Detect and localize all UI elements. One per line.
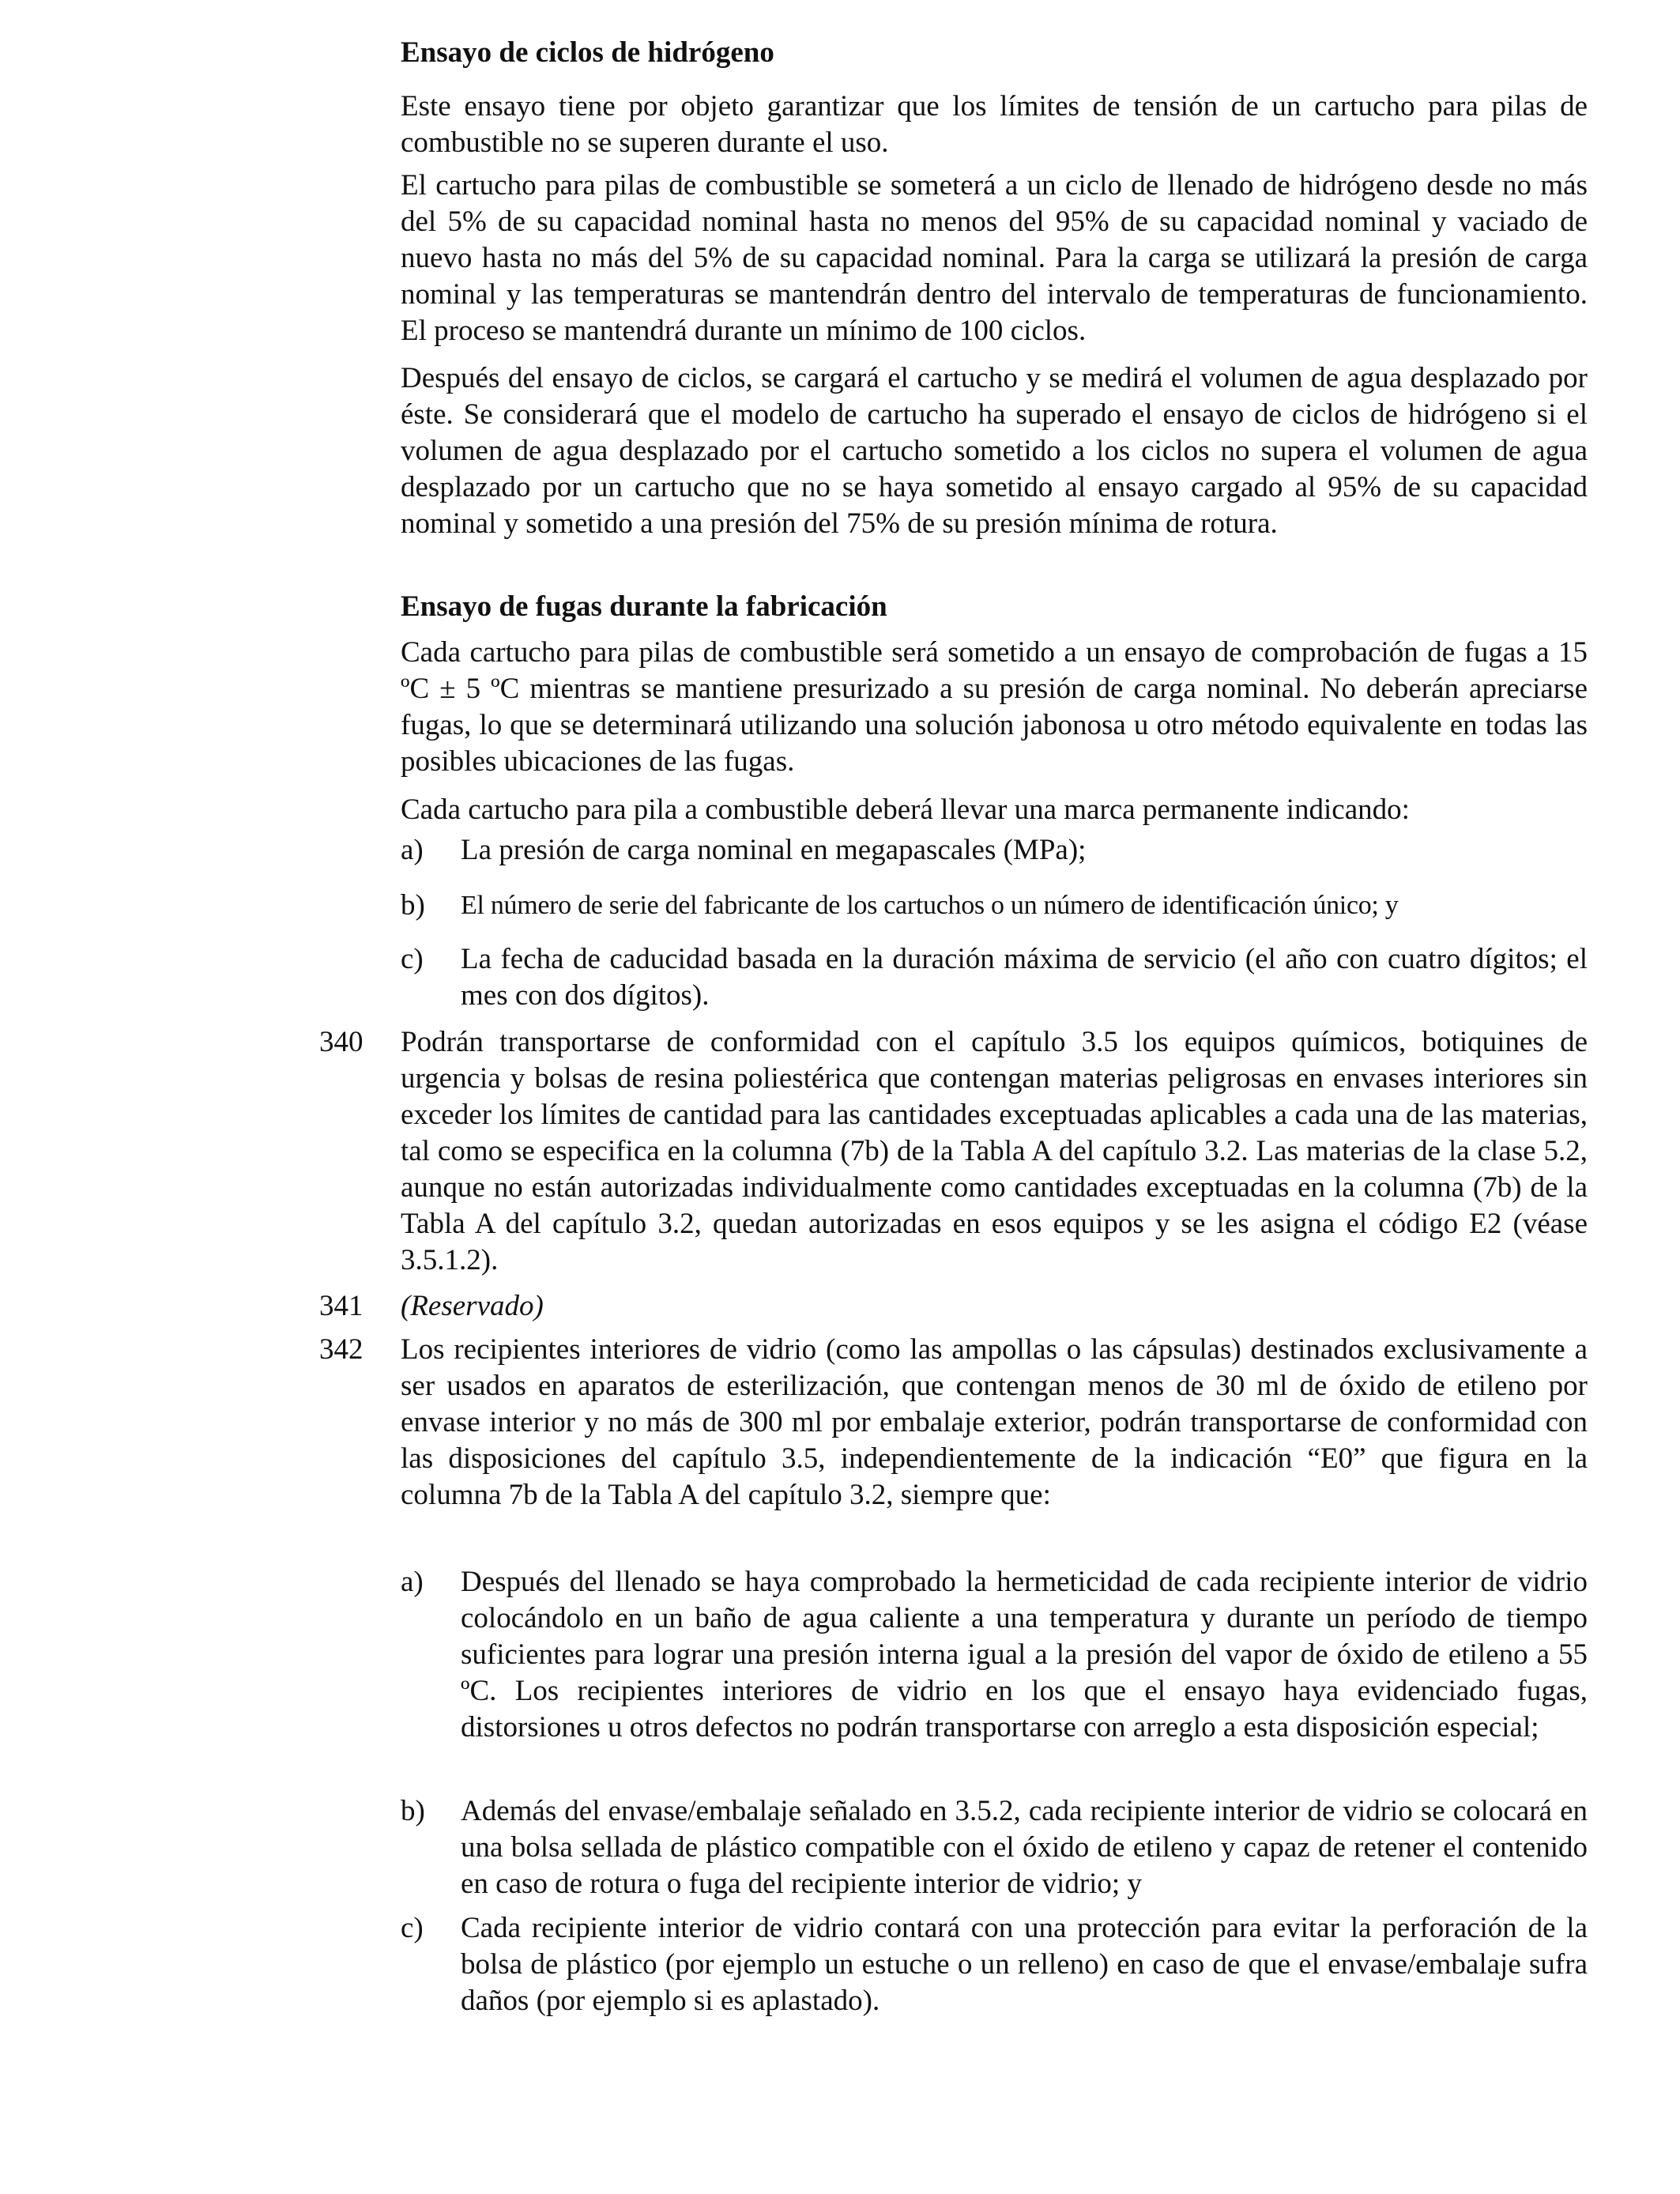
list-item-condition-a [401,1564,1588,1746]
paragraph-purpose: Este ensayo tiene por objeto garantizar que los límites de tensión de un cartucho para pilas de combustible no se superen durante el uso. [401,90,1588,159]
list-item-mark-c [401,941,1588,1014]
paragraph-permanent-mark: Cada cartucho para pila a combustible deberá llevar una marca permanente indicando: [401,794,1410,826]
list-item-text: Después del llenado se haya comprobado la hermeticidad de cada recipiente interior de vidrio colocándolo en un baño de agua caliente a una temperatura y durante un período de tiempo suficientes para lograr una presión interna igual a la presión del vapor de óxido de etileno a 55 ºC. Los recipientes interiores de vidrio en los que el ensayo haya evidenciado fugas, distorsiones u otros defectos no podrán transportarse con arreglo a esta disposición especial; [461,1566,1588,1744]
paragraph-after-cycles: Después del ensayo de ciclos, se cargará el cartucho y se medirá el volumen de agua desplazado por éste. Se considerará que el modelo de cartucho ha superado el ensayo de ciclos de hidrógeno si el volumen de agua desplazado por el cartucho sometido a los ciclos no supera el volumen de agua desplazado por un cartucho que no se haya sometido al ensayo cargado al 95% de su capacidad nominal y sometido a una presión del 75% de su presión mínima de rotura. [401,362,1588,540]
provision-number-340: 340 [319,1026,363,1058]
list-item-text: Además del envase/embalaje señalado en 3.5.2, cada recipiente interior de vidrio se colocará en una bolsa sellada de plástico compatible con el óxido de etileno y capaz de retener el contenido en caso de rotura o fuga del recipiente interior de vidrio; y [461,1795,1588,1900]
list-item-condition-c [401,1910,1588,2019]
list-item-condition-b [401,1793,1588,1902]
list-item-text: El número de serie del fabricante de los cartuchos o un número de identificación único; y [461,891,1399,920]
paragraph-leak-test: Cada cartucho para pilas de combustible será sometido a un ensayo de comprobación de fugas a 15 ºC ± 5 ºC mientras se mantiene presurizado a su presión de carga nominal. No deberán apreciarse fugas, lo que se determinará utilizando una solución jabonosa u otro método equivalente en todas las posibles ubicaciones de las fugas. [401,636,1588,778]
list-marker: a) [401,834,424,866]
provision-number-341: 341 [319,1290,363,1322]
list-marker: c) [401,943,424,975]
paragraph-filling-cycle: El cartucho para pilas de combustible se someterá a un ciclo de llenado de hidrógeno desde no más del 5% de su capacidad nominal hasta no menos del 95% de su capacidad nominal y vaciado de nuevo hasta no más del 5% de su capacidad nominal. Para la carga se utilizará la presión de carga nominal y las temperaturas se mantendrán dentro del intervalo de temperaturas de funcionamiento. El proceso se mantendrá durante un mínimo de 100 ciclos. [401,169,1588,347]
list-marker: c) [401,1912,424,1944]
list-item-text: La fecha de caducidad basada en la duración máxima de servicio (el año con cuatro dígitos; el mes con dos dígitos). [461,943,1588,1012]
paragraph-provision-342: Los recipientes interiores de vidrio (como las ampollas o las cápsulas) destinados exclusivamente a ser usados en aparatos de esterilización, que contengan menos de 30 ml de óxido de etileno por envase interior y no más de 300 ml por embalaje exterior, podrán transportarse de conformidad con las disposiciones del capítulo 3.5, independientemente de la indicación “E0” que figura en la columna 7b de la Tabla A del capítulo 3.2, siempre que: [401,1333,1588,1511]
list-item-text: La presión de carga nominal en megapascales (MPa); [461,834,1087,866]
list-item-text: Cada recipiente interior de vidrio contará con una protección para evitar la perforación de la bolsa de plástico (por ejemplo un estuche o un relleno) en caso de que el envase/embalaje sufra daños (por ejemplo si es aplastado). [461,1912,1588,2017]
paragraph-provision-340: Podrán transportarse de conformidad con el capítulo 3.5 los equipos químicos, botiquines de urgencia y bolsas de resina poliestérica que contengan materias peligrosas en envases interiores sin exceder los límites de cantidad para las cantidades exceptuadas aplicables a cada una de las materias, tal como se especifica en la columna (7b) de la Tabla A del capítulo 3.2. Las materias de la clase 5.2, aunque no están autorizadas individualmente como cantidades exceptuadas en la columna (7b) de la Tabla A del capítulo 3.2, quedan autorizadas en esos equipos y se les asigna el código E2 (véase 3.5.1.2). [401,1026,1588,1276]
paragraph-provision-341: (Reservado) [401,1290,544,1322]
provision-number-342: 342 [319,1333,363,1366]
list-marker: b) [401,1795,425,1827]
list-marker: b) [401,889,425,922]
section-heading-leak-test: Ensayo de fugas durante la fabricación [401,590,887,623]
list-item-mark-a [401,832,1588,869]
section-heading-hydrogen-cycles: Ensayo de ciclos de hidrógeno [401,36,774,69]
list-item-mark-b [401,888,1588,924]
list-marker: a) [401,1566,424,1598]
